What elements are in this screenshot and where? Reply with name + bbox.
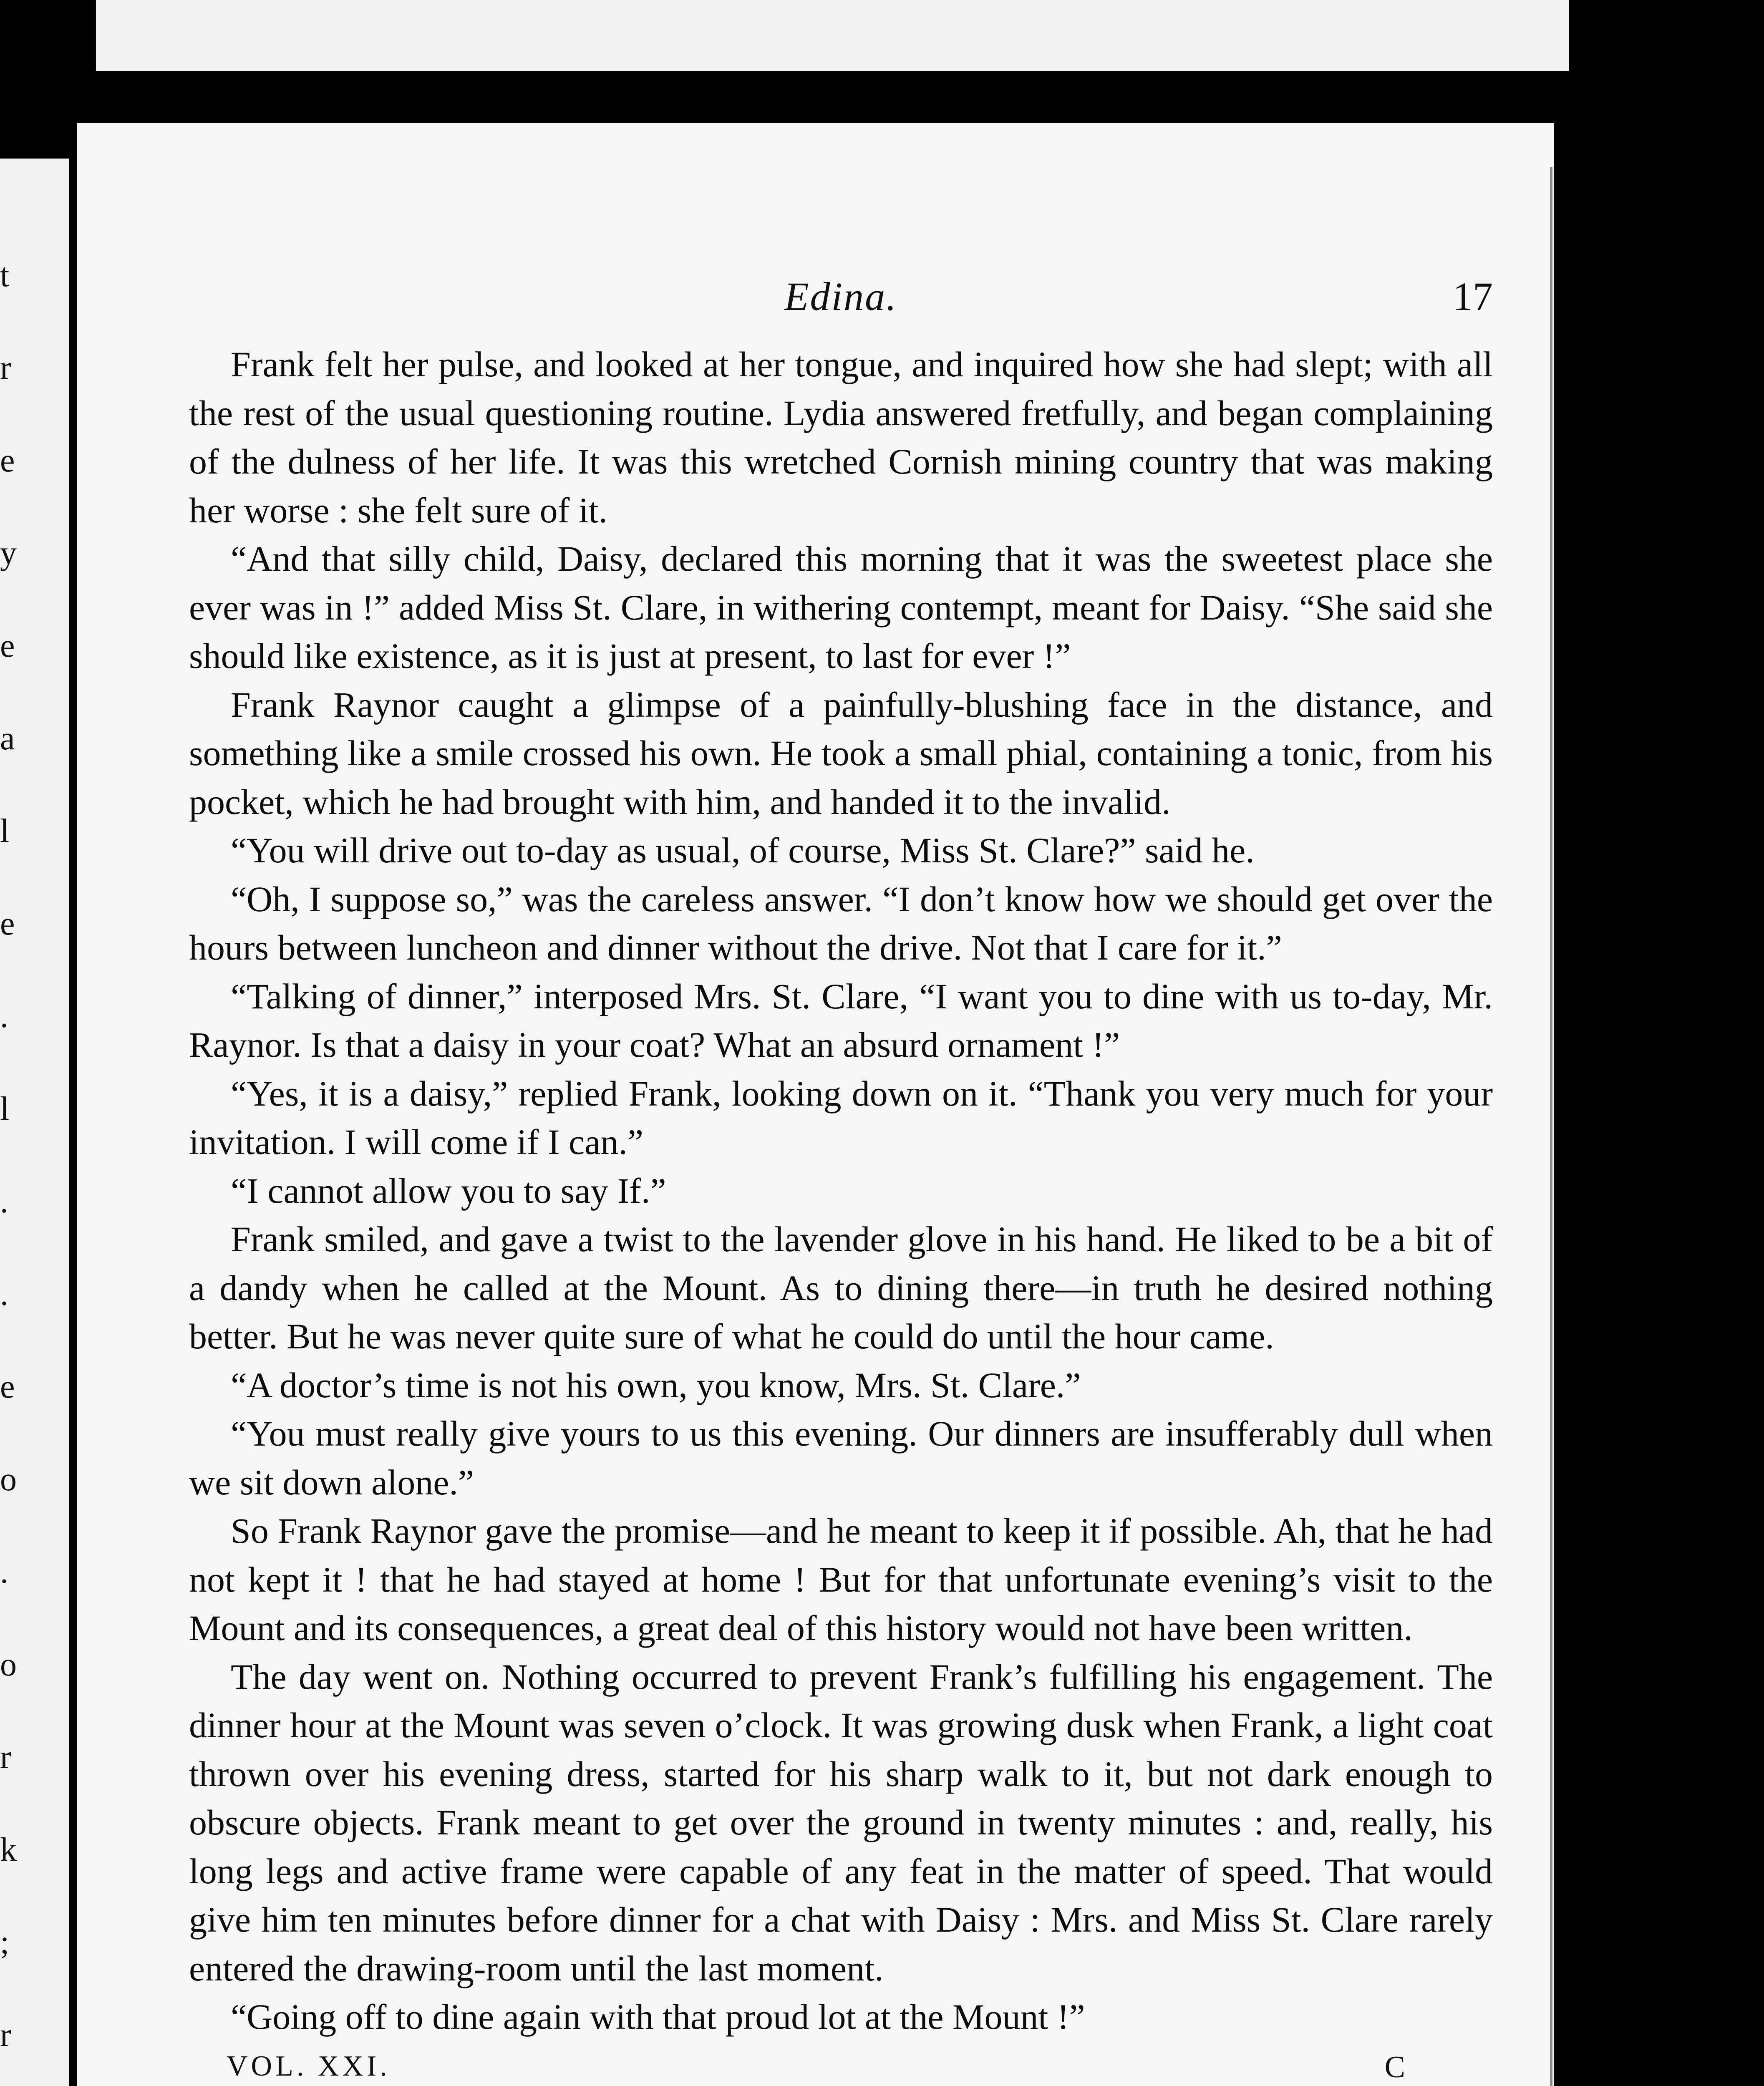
previous-page-letter: ;: [0, 1924, 10, 1961]
previous-page-letter: e: [0, 627, 15, 664]
previous-page-letter: .: [0, 1183, 8, 1220]
previous-page-letter: r: [0, 1739, 11, 1776]
previous-page-letter: k: [0, 1832, 17, 1868]
page-gutter-line: [1550, 167, 1552, 2086]
previous-page-letter: r: [0, 2017, 11, 2053]
paragraph: “Talking of dinner,” interposed Mrs. St. Clare, “I want you to dine with us to-day, Mr. Raynor. Is that a daisy in your coat? What an absurd ornament !”: [189, 976, 1493, 1065]
previous-page-letter: e: [0, 442, 15, 479]
paragraph: The day went on. Nothing occurred to prevent Frank’s fulfilling his engagement. The dinner hour at the Mount was seven o’clock. It was growing dusk when Frank, a light coat thrown over his evening dress, started for his sharp walk to it, but not dark enough to obscure objects. Frank meant to get over the ground in twenty minutes : and, really, his long legs and active frame were capable of any feat in the matter of speed. That would give him ten minutes before dinner for a chat with Daisy : Mrs. and Miss St. Clare rarely entered the drawing-room until the last moment.: [189, 1656, 1493, 1988]
previous-page-letter: e: [0, 1368, 15, 1405]
previous-page-edge: [0, 159, 69, 2086]
paragraph: “You must really give yours to us this evening. Our dinners are insufferably dull when we sit down alone.”: [189, 1413, 1493, 1502]
paragraph: “I cannot allow you to say If.”: [231, 1170, 666, 1211]
paragraph: “Oh, I suppose so,” was the careless answer. “I don’t know how we should get over the hours between luncheon and dinner without the drive. Not that I care for it.”: [189, 879, 1493, 967]
signature-row: [189, 2050, 1493, 2086]
paragraph: “And that silly child, Daisy, declared this morning that it was the sweetest place she ever was in !” added Miss St. Clare, in withering contempt, meant for Daisy. “She said she should like existence, as it is just at present, to last for ever !”: [189, 539, 1493, 676]
previous-page-letter: .: [0, 1276, 8, 1313]
paragraph: Frank felt her pulse, and looked at her tongue, and inquired how she had slept; with all the rest of the usual questioning routine. Lydia answered fretfully, and began complaining of the dulness of her life. It was this wretched Cornish mining country that was making her worse : she felt sure of it.: [189, 344, 1493, 530]
paragraph: So Frank Raynor gave the promise—and he meant to keep it if possible. Ah, that he had not kept it ! that he had stayed at home ! But for that unfortunate evening’s visit to the Mount and its consequences, a great deal of this history would not have been written.: [189, 1511, 1493, 1648]
previous-page-letter: r: [0, 350, 11, 386]
previous-page-letter: e: [0, 905, 15, 942]
paragraph: Frank smiled, and gave a twist to the lavender glove in his hand. He liked to be a bit of a dandy when he called at the Mount. As to dining there—in truth he desired nothing better. But he was never quite sure of what he could do until the hour came.: [189, 1219, 1493, 1356]
paragraph: “Yes, it is a daisy,” replied Frank, looking down on it. “Thank you very much for your invitation. I will come if I can.”: [189, 1073, 1493, 1162]
previous-page-letter: o: [0, 1646, 17, 1683]
last-line: “Going off to dine again with that proud lot at the Mount !”: [231, 1997, 1085, 2037]
body-text: [189, 340, 1493, 1993]
previous-page-letter: l: [0, 813, 10, 849]
book-page: [77, 123, 1554, 2086]
previous-page-letter: o: [0, 1461, 17, 1498]
paragraph: “You will drive out to-day as usual, of course, Miss St. Clare?” said he.: [231, 830, 1255, 870]
previous-page-letter: y: [0, 535, 17, 572]
page-content: [189, 273, 1493, 2086]
running-title: Edina.: [784, 274, 898, 319]
paragraph: Frank Raynor caught a glimpse of a painfully-blushing face in the distance, and something like a smile crossed his own. He took a small phial, containing a tonic, from his pocket, which he had brought with him, and handed it to the invalid.: [189, 684, 1493, 822]
volume-signature: VOL. XXI.: [227, 2050, 391, 2082]
page-number: 17: [1453, 274, 1493, 319]
previous-page-letter: .: [0, 998, 8, 1035]
signature-mark: C: [1384, 2050, 1405, 2084]
previous-page-letter: t: [0, 257, 10, 294]
previous-page-letter: a: [0, 720, 15, 757]
page-header: [189, 273, 1493, 340]
paragraph: “A doctor’s time is not his own, you know, Mrs. St. Clare.”: [231, 1365, 1081, 1405]
top-page-strip: [96, 0, 1569, 71]
previous-page-letter: .: [0, 1554, 8, 1590]
previous-page-letter: l: [0, 1091, 10, 1127]
